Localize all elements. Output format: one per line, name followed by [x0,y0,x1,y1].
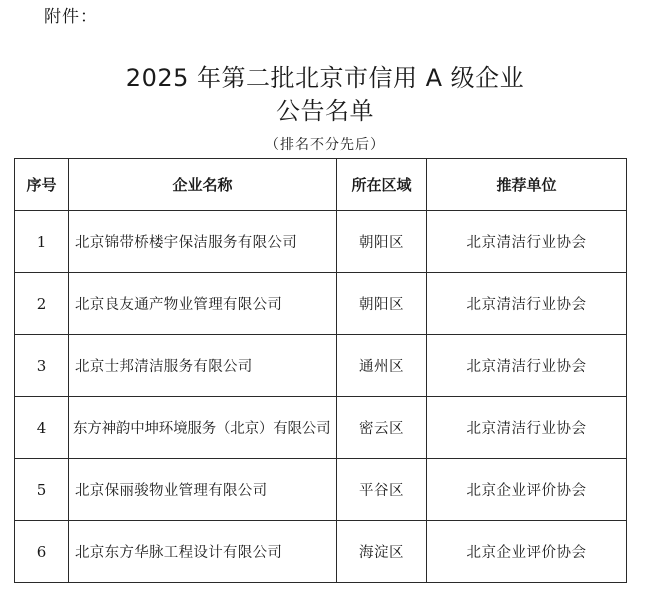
company-list-table [14,158,627,583]
row-index: 4 [15,397,69,459]
table-row [15,459,627,521]
row-company: 北京士邦清洁服务有限公司 [69,335,337,397]
table-row [15,397,627,459]
row-recommender: 北京企业评价协会 [427,459,627,521]
ranking-note: （排名不分先后） [265,137,385,153]
row-district: 朝阳区 [337,211,427,273]
row-company: 北京良友通产物业管理有限公司 [69,273,337,335]
table-row [15,273,627,335]
row-index: 6 [15,521,69,583]
table-row [15,521,627,583]
header-company: 企业名称 [69,159,337,211]
row-recommender: 北京清洁行业协会 [427,397,627,459]
table-header-row [15,159,627,211]
row-district: 密云区 [337,397,427,459]
row-recommender: 北京清洁行业协会 [427,211,627,273]
document-title-line2: 公告名单 [276,97,374,125]
attachment-label: 附件： [44,7,98,27]
document-title-line1: 2025 年第二批北京市信用 A 级企业 [125,64,525,92]
row-company: 北京保丽骏物业管理有限公司 [69,459,337,521]
row-district: 朝阳区 [337,273,427,335]
table-row [15,211,627,273]
row-district: 通州区 [337,335,427,397]
row-company: 北京锦带桥楼宇保洁服务有限公司 [69,211,337,273]
row-district: 海淀区 [337,521,427,583]
row-district: 平谷区 [337,459,427,521]
row-recommender: 北京清洁行业协会 [427,335,627,397]
header-index: 序号 [15,159,69,211]
table-row [15,335,627,397]
row-company: 北京东方华脉工程设计有限公司 [69,521,337,583]
header-district: 所在区域 [337,159,427,211]
row-index: 1 [15,211,69,273]
row-recommender: 北京清洁行业协会 [427,273,627,335]
row-index: 3 [15,335,69,397]
row-index: 2 [15,273,69,335]
row-company: 东方神韵中坤环境服务（北京）有限公司 [69,397,337,459]
row-index: 5 [15,459,69,521]
header-recommender: 推荐单位 [427,159,627,211]
row-recommender: 北京企业评价协会 [427,521,627,583]
